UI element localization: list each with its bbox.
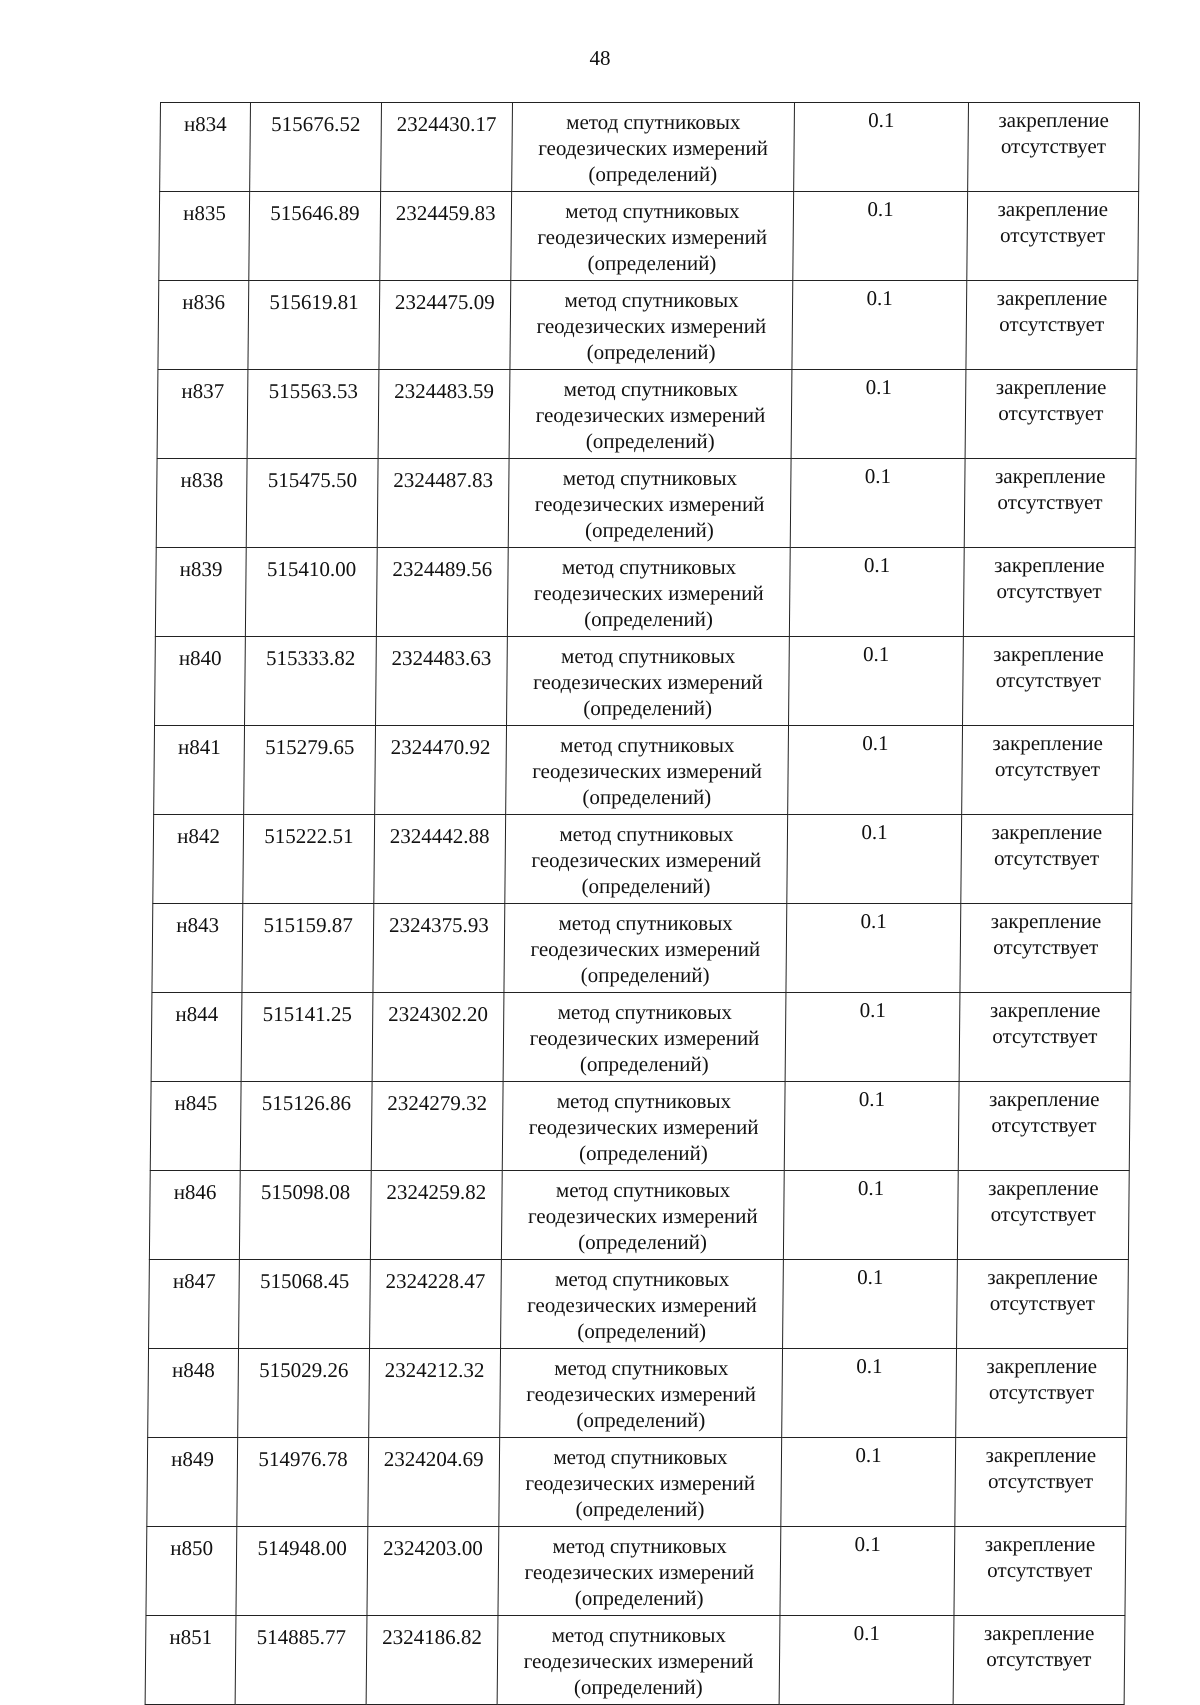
fixing-cell (959, 993, 1131, 1082)
method-line: (определений) (585, 429, 715, 453)
accuracy-cell: 0.1 (786, 993, 960, 1082)
fixing-line: отсутствует (992, 1024, 1098, 1048)
accuracy-cell: 0.1 (784, 1171, 958, 1260)
table-row (158, 281, 1138, 370)
fixing-line: закрепление (993, 642, 1104, 666)
fixing-line: закрепление (998, 108, 1110, 132)
fixing-line: закрепление (994, 553, 1105, 577)
fixing-line: отсутствует (991, 1113, 1097, 1137)
accuracy-cell: 0.1 (791, 370, 965, 459)
method-line: геодезических измерений (530, 937, 761, 961)
y-coordinate-cell: 2324483.59 (378, 370, 510, 459)
fixing-line: отсутствует (987, 1558, 1093, 1582)
fixing-line: закрепление (996, 286, 1108, 310)
accuracy-cell: 0.1 (780, 1527, 954, 1616)
y-coordinate-cell: 2324203.00 (367, 1527, 499, 1616)
x-coordinate-cell: 515029.26 (238, 1349, 370, 1438)
table-row (150, 1082, 1130, 1171)
table-row (155, 637, 1135, 726)
method-line: метод спутниковых (565, 199, 740, 223)
method-line: (определений) (580, 963, 710, 987)
y-coordinate-cell: 2324212.32 (369, 1349, 501, 1438)
point-id-cell: н844 (151, 993, 242, 1082)
point-id-cell: н835 (159, 192, 250, 281)
point-id-cell: н838 (156, 459, 247, 548)
y-coordinate-cell: 2324470.92 (375, 726, 507, 815)
y-coordinate-cell: 2324442.88 (374, 815, 506, 904)
method-cell (498, 1527, 782, 1616)
method-cell (497, 1616, 781, 1705)
accuracy-cell: 0.1 (791, 459, 965, 548)
table-row (149, 1171, 1129, 1260)
fixing-cell (955, 1438, 1127, 1527)
point-id-cell: н841 (154, 726, 245, 815)
method-line: метод спутниковых (553, 1445, 728, 1469)
point-id-cell: н847 (149, 1260, 240, 1349)
page-number: 48 (589, 46, 611, 70)
method-cell (504, 904, 788, 993)
accuracy-cell: 0.1 (792, 281, 966, 370)
table-row (147, 1438, 1127, 1527)
method-line: метод спутниковых (560, 733, 735, 757)
accuracy-cell: 0.1 (781, 1438, 955, 1527)
method-cell (498, 1438, 782, 1527)
fixing-line: отсутствует (996, 579, 1102, 603)
fixing-cell (957, 1171, 1129, 1260)
method-line: геодезических измерений (523, 1649, 754, 1673)
accuracy-cell: 0.1 (783, 1260, 957, 1349)
table-row (145, 1616, 1125, 1705)
table-row (148, 1349, 1128, 1438)
accuracy-cell: 0.1 (794, 103, 968, 192)
point-id-cell: н846 (149, 1171, 240, 1260)
method-line: метод спутниковых (555, 1178, 731, 1202)
method-cell (509, 370, 793, 459)
method-line: метод спутниковых (555, 1267, 730, 1291)
fixing-cell (954, 1527, 1126, 1616)
point-id-cell: н849 (147, 1438, 238, 1527)
x-coordinate-cell: 515141.25 (241, 993, 373, 1082)
accuracy-cell: 0.1 (785, 1082, 959, 1171)
fixing-cell (964, 459, 1136, 548)
x-coordinate-cell: 515563.53 (247, 370, 379, 459)
fixing-cell (967, 103, 1139, 192)
fixing-line: отсутствует (993, 846, 1100, 870)
x-coordinate-cell: 515098.08 (240, 1171, 372, 1260)
coordinates-table (145, 102, 1140, 1705)
method-line: (определений) (583, 696, 713, 720)
fixing-line: отсутствует (998, 401, 1104, 425)
method-line: (определений) (576, 1408, 706, 1432)
point-id-cell: н848 (148, 1349, 239, 1438)
fixing-line: закрепление (983, 1621, 1095, 1645)
method-line: метод спутниковых (552, 1534, 727, 1558)
fixing-line: отсутствует (1000, 134, 1107, 158)
method-line: (определений) (577, 1319, 707, 1343)
fixing-line: закрепление (994, 464, 1106, 488)
point-id-cell: н851 (145, 1616, 236, 1705)
method-line: (определений) (574, 1586, 704, 1610)
fixing-line: закрепление (987, 1265, 1098, 1289)
fixing-line: закрепление (988, 1176, 1099, 1200)
x-coordinate-cell: 515333.82 (245, 637, 377, 726)
y-coordinate-cell: 2324259.82 (370, 1171, 502, 1260)
x-coordinate-cell: 515619.81 (248, 281, 380, 370)
method-line: (определений) (578, 1230, 708, 1254)
method-line: (определений) (575, 1497, 705, 1521)
y-coordinate-cell: 2324483.63 (375, 637, 507, 726)
table-row (160, 103, 1140, 192)
method-line: метод спутниковых (564, 288, 739, 312)
y-coordinate-cell: 2324459.83 (380, 192, 512, 281)
table-row (149, 1260, 1129, 1349)
accuracy-cell: 0.1 (789, 637, 963, 726)
fixing-cell (961, 726, 1133, 815)
method-line: геодезических измерений (533, 670, 763, 694)
method-line: геодезических измерений (537, 225, 768, 249)
method-cell (502, 1082, 786, 1171)
x-coordinate-cell: 514948.00 (236, 1527, 368, 1616)
y-coordinate-cell: 2324489.56 (376, 548, 508, 637)
table-row (151, 993, 1131, 1082)
method-line: метод спутниковых (566, 110, 741, 134)
fixing-cell (960, 904, 1132, 993)
fixing-line: отсутствует (999, 312, 1105, 336)
y-coordinate-cell: 2324430.17 (381, 103, 513, 192)
method-line: (определений) (581, 874, 711, 898)
fixing-cell (966, 192, 1138, 281)
method-cell (504, 815, 788, 904)
fixing-cell (962, 637, 1134, 726)
y-coordinate-cell: 2324475.09 (379, 281, 511, 370)
method-line: метод спутниковых (551, 1623, 727, 1647)
method-cell (510, 192, 794, 281)
fixing-line: закрепление (988, 1087, 1100, 1111)
method-line: геодезических измерений (531, 848, 762, 872)
fixing-line: отсутствует (988, 1380, 1095, 1404)
fixing-cell (956, 1260, 1128, 1349)
fixing-line: закрепление (995, 375, 1107, 399)
table-row (156, 459, 1136, 548)
point-id-cell: н842 (153, 815, 244, 904)
method-line: (определений) (588, 162, 718, 186)
method-line: метод спутниковых (556, 1089, 732, 1113)
method-line: геодезических измерений (524, 1560, 755, 1584)
x-coordinate-cell: 515646.89 (249, 192, 381, 281)
table-row (146, 1527, 1126, 1616)
accuracy-cell: 0.1 (782, 1349, 956, 1438)
fixing-line: закрепление (984, 1532, 1096, 1556)
method-cell (507, 548, 791, 637)
method-line: (определений) (587, 251, 717, 275)
fixing-cell (966, 281, 1138, 370)
point-id-cell: н843 (152, 904, 243, 993)
table-row (154, 726, 1134, 815)
method-line: геодезических измерений (527, 1293, 757, 1317)
x-coordinate-cell: 515159.87 (242, 904, 374, 993)
method-cell (503, 993, 787, 1082)
method-cell (499, 1349, 783, 1438)
fixing-line: отсутствует (987, 1469, 1094, 1493)
method-line: (определений) (578, 1141, 708, 1165)
method-line: метод спутниковых (561, 555, 737, 579)
x-coordinate-cell: 515068.45 (239, 1260, 371, 1349)
accuracy-cell: 0.1 (790, 548, 964, 637)
x-coordinate-cell: 515222.51 (243, 815, 375, 904)
y-coordinate-cell: 2324204.69 (368, 1438, 500, 1527)
fixing-line: отсутствует (986, 1647, 1092, 1671)
x-coordinate-cell: 515410.00 (246, 548, 378, 637)
table-row (159, 192, 1139, 281)
method-cell (510, 281, 794, 370)
table-row (155, 548, 1135, 637)
fixing-cell (961, 815, 1133, 904)
fixing-line: закрепление (985, 1443, 1097, 1467)
method-line: геодезических измерений (533, 581, 764, 605)
method-line: геодезических измерений (536, 314, 767, 338)
method-line: геодезических измерений (528, 1115, 759, 1139)
method-line: (определений) (586, 340, 716, 364)
method-line: метод спутниковых (559, 822, 734, 846)
accuracy-cell: 0.1 (786, 904, 960, 993)
y-coordinate-cell: 2324228.47 (369, 1260, 501, 1349)
x-coordinate-cell: 515475.50 (246, 459, 378, 548)
method-line: геодезических измерений (538, 136, 769, 160)
method-line: метод спутниковых (562, 466, 738, 490)
fixing-cell (965, 370, 1137, 459)
method-line: (определений) (573, 1675, 703, 1699)
fixing-line: закрепление (990, 909, 1102, 933)
fixing-line: закрепление (991, 820, 1103, 844)
point-id-cell: н850 (146, 1527, 237, 1616)
method-cell (506, 637, 790, 726)
point-id-cell: н839 (155, 548, 246, 637)
fixing-cell (955, 1349, 1127, 1438)
method-line: метод спутниковых (560, 644, 736, 668)
fixing-line: закрепление (989, 998, 1101, 1022)
method-cell (501, 1171, 785, 1260)
method-line: метод спутниковых (554, 1356, 729, 1380)
y-coordinate-cell: 2324375.93 (373, 904, 505, 993)
fixing-cell (958, 1082, 1130, 1171)
x-coordinate-cell: 514885.77 (235, 1616, 367, 1705)
fixing-line: отсутствует (994, 757, 1101, 781)
fixing-line: закрепление (997, 197, 1109, 221)
y-coordinate-cell: 2324487.83 (377, 459, 509, 548)
method-line: геодезических измерений (535, 403, 766, 427)
method-line: метод спутниковых (563, 377, 739, 401)
fixing-cell (963, 548, 1135, 637)
fixing-line: отсутствует (990, 1202, 1096, 1226)
method-line: геодезических измерений (532, 759, 763, 783)
method-line: геодезических измерений (525, 1471, 756, 1495)
x-coordinate-cell: 515126.86 (240, 1082, 372, 1171)
method-line: метод спутниковых (558, 911, 733, 935)
method-cell (505, 726, 789, 815)
fixing-line: отсутствует (995, 668, 1101, 692)
point-id-cell: н837 (157, 370, 248, 459)
accuracy-cell: 0.1 (787, 815, 961, 904)
y-coordinate-cell: 2324302.20 (372, 993, 504, 1082)
fixing-line: закрепление (986, 1354, 1098, 1378)
point-id-cell: н845 (150, 1082, 241, 1171)
method-line: геодезических измерений (529, 1026, 760, 1050)
method-line: (определений) (579, 1052, 709, 1076)
x-coordinate-cell: 515279.65 (244, 726, 376, 815)
table-row (157, 370, 1137, 459)
y-coordinate-cell: 2324186.82 (366, 1616, 498, 1705)
method-cell (500, 1260, 784, 1349)
method-line: метод спутниковых (557, 1000, 733, 1024)
y-coordinate-cell: 2324279.32 (371, 1082, 503, 1171)
table-row (153, 815, 1133, 904)
point-id-cell: н836 (158, 281, 249, 370)
method-line: геодезических измерений (526, 1382, 757, 1406)
point-id-cell: н834 (160, 103, 251, 192)
method-cell (508, 459, 792, 548)
method-line: (определений) (584, 518, 714, 542)
x-coordinate-cell: 515676.52 (250, 103, 382, 192)
table-row (152, 904, 1132, 993)
coordinates-table-body (145, 103, 1139, 1705)
x-coordinate-cell: 514976.78 (237, 1438, 369, 1527)
method-line: геодезических измерений (527, 1204, 758, 1228)
accuracy-cell: 0.1 (780, 1616, 954, 1705)
fixing-line: закрепление (992, 731, 1104, 755)
accuracy-cell: 0.1 (793, 192, 967, 281)
method-cell (511, 103, 795, 192)
fixing-line: отсутствует (993, 935, 1099, 959)
fixing-cell (953, 1616, 1125, 1705)
fixing-line: отсутствует (989, 1291, 1095, 1315)
method-line: (определений) (582, 785, 712, 809)
accuracy-cell: 0.1 (788, 726, 962, 815)
point-id-cell: н840 (155, 637, 246, 726)
fixing-line: отсутствует (997, 490, 1103, 514)
fixing-line: отсутствует (999, 223, 1106, 247)
method-line: геодезических измерений (534, 492, 765, 516)
method-line: (определений) (584, 607, 714, 631)
